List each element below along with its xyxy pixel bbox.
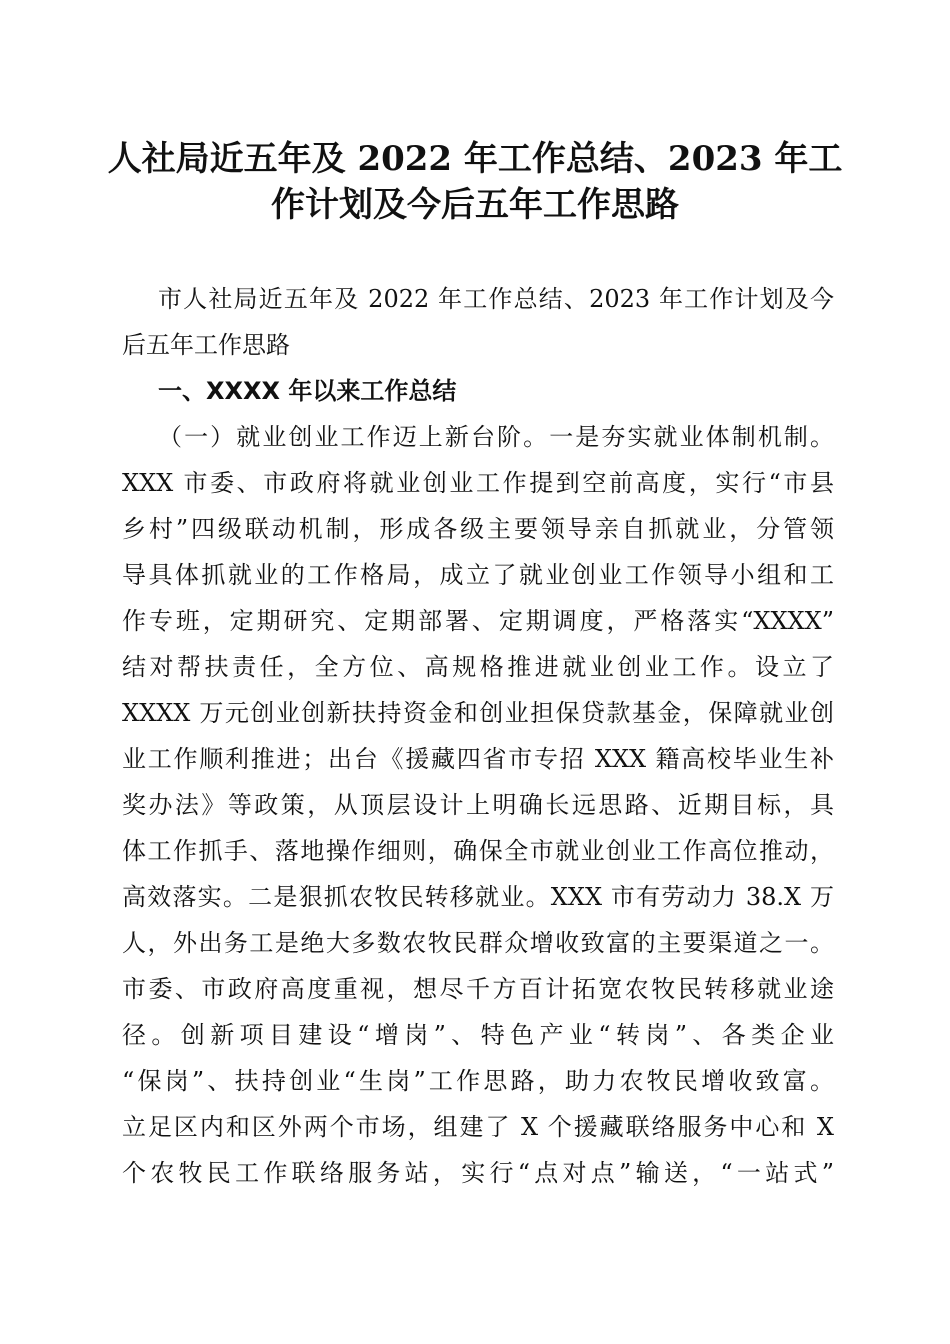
section-heading — [122, 368, 834, 414]
paragraph-line: 径。创新项目建设“增岗”、特色产业“转岗”、各类企业 — [122, 1021, 834, 1049]
document-body — [122, 276, 834, 1196]
intro-paragraph — [122, 276, 834, 368]
intro-line-1: 市人社局近五年及 2022 年工作总结、2023 年工作计划及今 — [158, 285, 834, 313]
paragraph-line: 人，外出务工是绝大多数农牧民群众增收致富的主要渠道之一。 — [122, 929, 834, 957]
paragraph-line: 结对帮扶责任，全方位、高规格推进就业创业工作。设立了 — [122, 653, 834, 681]
paragraph-line: 高效落实。二是狠抓农牧民转移就业。XXX 市有劳动力 38.X 万 — [122, 883, 834, 911]
section-heading-text: 一、XXXX 年以来工作总结 — [158, 377, 457, 405]
body-paragraph — [122, 414, 834, 1196]
paragraph-line: 市委、市政府高度重视，想尽千方百计拓宽农牧民转移就业途 — [122, 975, 834, 1003]
paragraph-line: 个农牧民工作联络服务站，实行“点对点”输送，“一站式” — [122, 1159, 834, 1187]
title-line-1: 人社局近五年及 2022 年工作总结、2023 年工 — [107, 139, 843, 179]
paragraph-line: XXX 市委、市政府将就业创业工作提到空前高度，实行“市县 — [122, 469, 834, 497]
document-title — [100, 136, 850, 228]
paragraph-line: 业工作顺利推进；出台《援藏四省市专招 XXX 籍高校毕业生补 — [122, 745, 834, 773]
paragraph-line: 导具体抓就业的工作格局，成立了就业创业工作领导小组和工 — [122, 561, 834, 589]
paragraph-line: 作专班，定期研究、定期部署、定期调度，严格落实“XXXX” — [122, 607, 834, 635]
paragraph-line: （一）就业创业工作迈上新台阶。一是夯实就业体制机制。 — [158, 423, 834, 451]
paragraph-line: 立足区内和区外两个市场，组建了 X 个援藏联络服务中心和 X — [122, 1113, 834, 1141]
intro-line-2: 后五年工作思路 — [122, 331, 290, 359]
paragraph-line: 奖办法》等政策，从顶层设计上明确长远思路、近期目标，具 — [122, 791, 834, 819]
paragraph-line: 体工作抓手、落地操作细则，确保全市就业创业工作高位推动， — [122, 837, 834, 865]
paragraph-line: XXXX 万元创业创新扶持资金和创业担保贷款基金，保障就业创 — [122, 699, 834, 727]
paragraph-line: 乡村”四级联动机制，形成各级主要领导亲自抓就业，分管领 — [122, 515, 834, 543]
paragraph-line: “保岗”、扶持创业“生岗”工作思路，助力农牧民增收致富。 — [122, 1067, 834, 1095]
title-line-2: 作计划及今后五年工作思路 — [271, 185, 679, 225]
